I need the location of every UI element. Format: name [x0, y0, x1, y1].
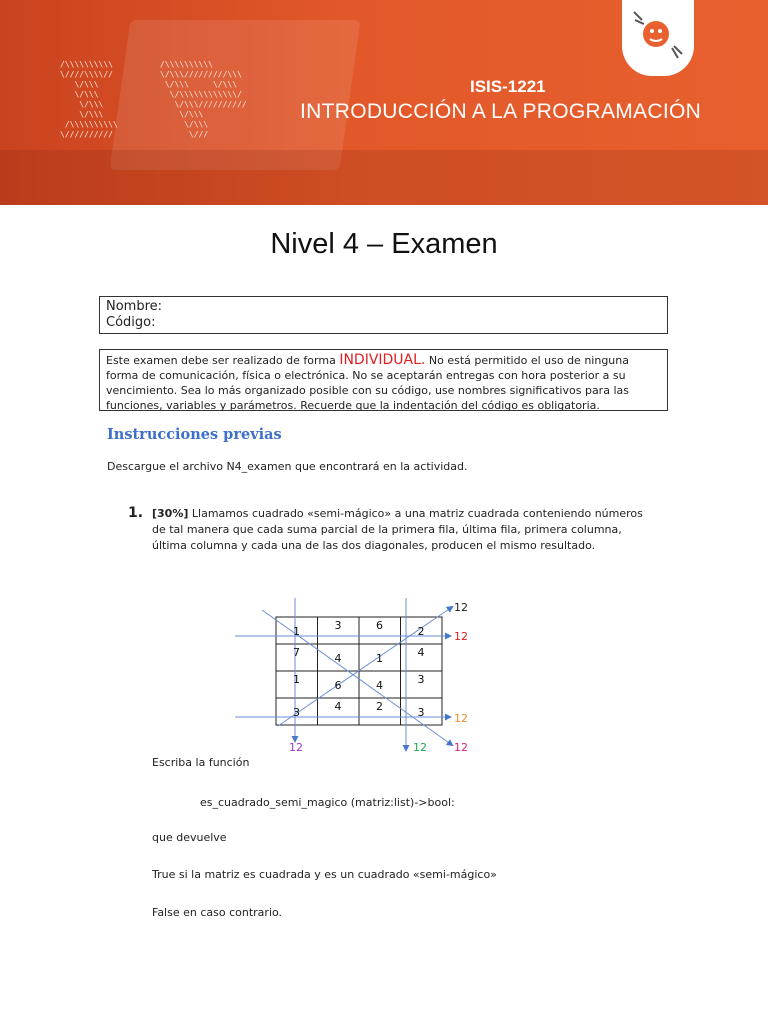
course-name: INTRODUCCIÓN A LA PROGRAMACIÓN: [300, 100, 702, 123]
matrix-value-3-1: 4: [334, 700, 342, 713]
semi-magic-diagram: [230, 598, 480, 758]
student-info-box: [99, 296, 668, 334]
ascii-logo-right: /\\\\\\\\\\ \/\\\/////////\\\ \/\\\ \/\\\ \/\\\\\\\\\\\\/ \/\\\////////// \/\\\ \/\\\ \///: [160, 60, 247, 139]
question-weight: [30%]: [152, 507, 189, 520]
matrix-value-1-1: 4: [334, 652, 342, 665]
function-signature: es_cuadrado_semi_magico (matriz:list)->bool:: [200, 796, 455, 809]
notice-box: [99, 349, 668, 411]
sum-label-col-first: 12: [289, 741, 303, 754]
matrix-value-0-1: 3: [334, 619, 342, 632]
matrix-value-0-0: 1: [293, 625, 300, 638]
matrix-value-1-0: 7: [293, 646, 300, 659]
code-label: Código:: [106, 315, 156, 330]
course-code: ISIS-1221: [470, 77, 546, 96]
notice-pre: Este examen debe ser realizado de forma: [106, 354, 340, 367]
matrix-value-3-0: 3: [293, 706, 300, 719]
write-function-text: Escriba la función: [152, 756, 250, 769]
header-banner: [0, 0, 768, 205]
section-heading: Instrucciones previas: [107, 426, 282, 443]
sum-label-diag-bottom: 12: [454, 741, 468, 754]
diag-anti-line: [278, 607, 452, 726]
returns-text: que devuelve: [152, 831, 227, 844]
matrix-value-0-3: 2: [417, 625, 425, 638]
matrix-value-3-2: 2: [376, 700, 383, 713]
question-text: [152, 506, 652, 554]
banner-shade: [0, 150, 768, 205]
matrix-value-2-0: 1: [293, 673, 300, 686]
notice-post: No está permitido el uso de ninguna forma de comunicación, física o electrónica. No se aceptarán entregas con hora posterior a su vencimiento. Sea lo más organizado posible con su código, use nombres significativos para las funciones, variables y parámetros. Recuerde que la indentación del código es obligatoria.: [106, 354, 629, 412]
matrix-value-1-2: 1: [376, 652, 383, 665]
name-label: Nombre:: [106, 299, 163, 314]
sum-label-row-bottom: 12: [454, 712, 468, 725]
notice-emphasis: INDIVIDUAL.: [339, 352, 426, 368]
matrix-value-3-3: 3: [417, 706, 425, 719]
download-instruction: Descargue el archivo N4_examen que encontrará en la actividad.: [107, 460, 468, 473]
page-title: Nivel 4 – Examen: [270, 228, 498, 260]
matrix-value-0-2: 6: [376, 619, 383, 632]
matrix-value-1-3: 4: [417, 646, 425, 659]
matrix-value-2-1: 6: [334, 679, 342, 692]
sum-label-row-top: 12: [454, 630, 468, 643]
sum-label-diag-top: 12: [454, 601, 468, 614]
question-number: 1.: [128, 505, 144, 521]
question-body: Llamamos cuadrado «semi-mágico» a una matriz cuadrada conteniendo números de tal manera que cada suma parcial de la primera fila, última fila, primera columna, última columna y cada una de las dos diagonales, producen el mismo resultado.: [152, 507, 643, 552]
false-case-text: False en caso contrario.: [152, 906, 283, 919]
ascii-logo-left: /\\\\\\\\\\ \////\\\\// \/\\\ \/\\\ \/\\\ \/\\\ /\\\\\\\\\\ \//////////: [60, 60, 118, 139]
matrix-value-2-2: 4: [376, 679, 383, 692]
university-crest-icon: [632, 10, 684, 60]
sum-label-col-last: 12: [413, 741, 427, 754]
matrix-value-2-3: 3: [417, 673, 425, 686]
university-logo: [622, 0, 694, 76]
true-case-text: True si la matriz es cuadrada y es un cuadrado «semi-mágico»: [152, 868, 497, 881]
